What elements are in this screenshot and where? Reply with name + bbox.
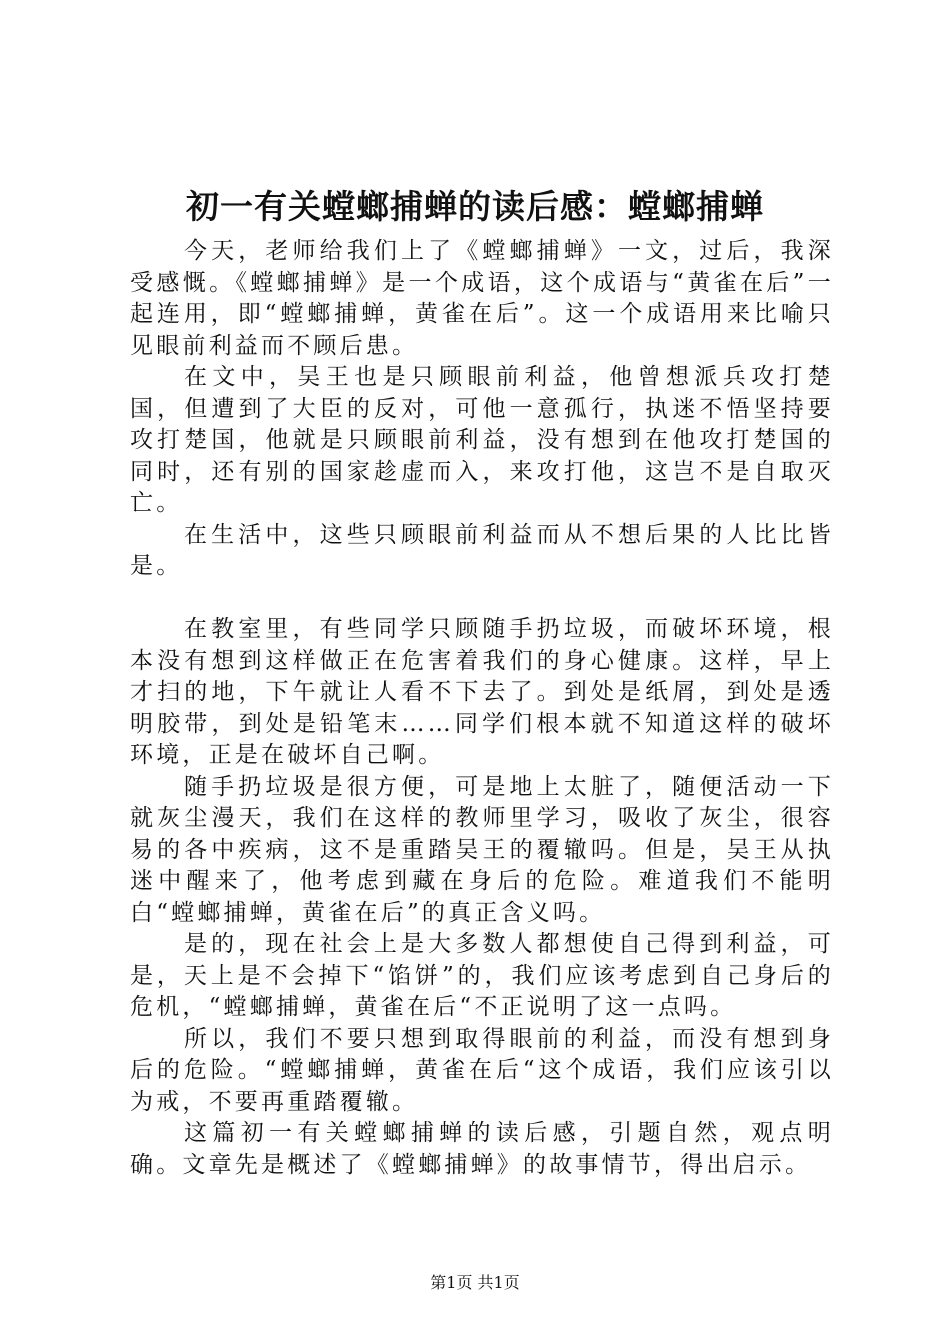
page-number-footer: 第1页 共1页 — [430, 1273, 520, 1292]
page-title: 初一有关螳螂捕蝉的读后感：螳螂捕蝉 — [186, 187, 764, 226]
paragraph-8: 这篇初一有关螳螂捕蝉的读后感，引题自然，观点明确。文章先是概述了《螳螂捕蝉》的故事情节，得出启示。 — [130, 1120, 834, 1178]
paragraph-7: 所以，我们不要只想到取得眼前的利益，而没有想到身后的危险。“螳螂捕蝉，黄雀在后“这个成语，我们应该引以为戒，不要再重踏覆辙。 — [130, 1025, 834, 1115]
paragraph-4: 在教室里，有些同学只顾随手扔垃圾，而破坏环境，根本没有想到这样做正在危害着我们的身心健康。这样，早上才扫的地，下午就让人看不下去了。到处是纸屑，到处是透明胶带，到处是铅笔末……同学们根本就不知道这样的破坏环境，正是在破坏自己啊。 — [130, 616, 834, 768]
paragraph-1: 今天，老师给我们上了《螳螂捕蝉》一文，过后，我深受感慨。《螳螂捕蝉》是一个成语，这个成语与“黄雀在后”一起连用，即“螳螂捕蝉，黄雀在后”。这一个成语用来比喻只见眼前利益而不顾后患。 — [130, 238, 834, 359]
paragraph-5: 随手扔垃圾是很方便，可是地上太脏了，随便活动一下就灰尘漫天，我们在这样的教师里学习，吸收了灰尘，很容易的各中疾病，这不是重踏吴王的覆辙吗。但是，吴王从执迷中醒来了，他考虑到藏在身后的危险。难道我们不能明白“螳螂捕蝉，黄雀在后”的真正含义吗。 — [130, 773, 834, 926]
paragraph-2: 在文中，吴王也是只顾眼前利益，他曾想派兵攻打楚国，但遭到了大臣的反对，可他一意孤行，执迷不悟坚持要攻打楚国，他就是只顾眼前利益，没有想到在他攻打楚国的同时，还有别的国家趁虚而入，来攻打他，这岂不是自取灭亡。 — [130, 364, 834, 516]
paragraph-6: 是的，现在社会上是大多数人都想使自己得到利益，可是，天上是不会掉下“馅饼”的，我们应该考虑到自己身后的危机，“螳螂捕蝉，黄雀在后“不正说明了这一点吗。 — [130, 931, 834, 1020]
paragraph-3: 在生活中，这些只顾眼前利益而从不想后果的人比比皆是。 — [130, 521, 834, 579]
article-body — [130, 236, 834, 1181]
